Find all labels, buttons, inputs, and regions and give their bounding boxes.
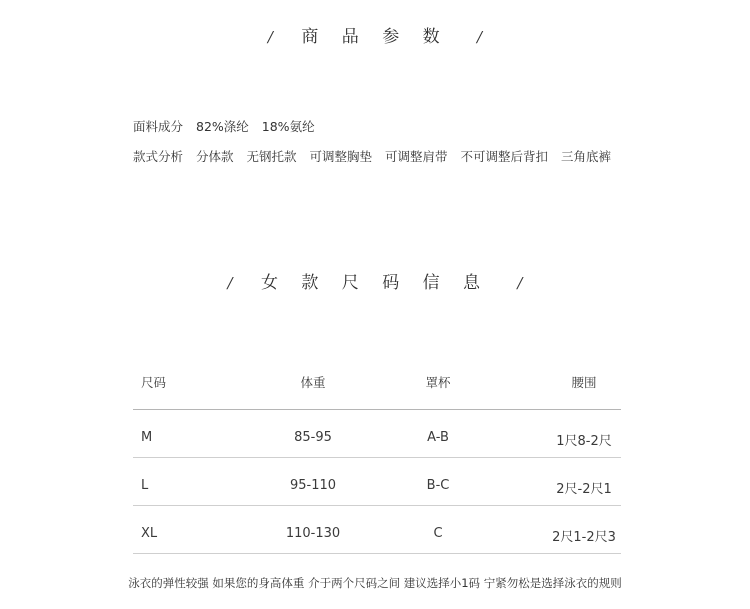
size-table <box>133 364 621 554</box>
cell-waist: 2尺-2尺1 <box>556 482 612 497</box>
section-title-size-info <box>0 268 750 293</box>
table-row <box>133 458 621 506</box>
table-row <box>133 506 621 554</box>
table-divider <box>133 553 621 554</box>
header-weight: 体重 <box>300 375 326 390</box>
cell-weight: 95-110 <box>289 478 337 493</box>
title-left-slash: / <box>267 28 273 46</box>
param-value: 可调整胸垫 <box>309 149 373 164</box>
cell-weight: 110-130 <box>285 526 341 541</box>
cell-weight: 85-95 <box>294 430 332 445</box>
cell-waist: 2尺1-2尺3 <box>552 530 616 545</box>
section-title-text: 女 款 尺 码 信 息 <box>260 273 490 293</box>
param-value: 三角底裤 <box>561 149 612 164</box>
param-label-style: 款式分析 <box>133 149 184 164</box>
cell-cup: C <box>433 526 443 541</box>
param-row-style <box>133 147 620 165</box>
param-value: 18%氨纶 <box>261 119 315 134</box>
param-label-fabric: 面料成分 <box>133 119 184 134</box>
header-waist: 腰围 <box>571 375 597 390</box>
footer-note: 泳衣的弹性较强 如果您的身高体重 介于两个尺码之间 建议选择小1码 宁紧勿松是选择泳衣的规则 <box>128 576 622 590</box>
cell-cup: B-C <box>426 478 450 493</box>
param-value: 可调整肩带 <box>385 149 448 164</box>
param-value: 无钢托款 <box>246 149 297 164</box>
section-title-text: 商 品 参 数 <box>301 27 449 47</box>
cell-size: L <box>141 478 149 493</box>
header-cup: 罩杯 <box>425 375 451 390</box>
cell-size: XL <box>141 526 158 541</box>
cell-waist: 1尺8-2尺 <box>556 434 612 449</box>
param-row-fabric <box>133 117 324 135</box>
param-value: 分体款 <box>196 149 234 164</box>
header-size: 尺码 <box>141 375 167 390</box>
title-left-slash: / <box>227 274 233 292</box>
title-right-slash: / <box>477 28 483 46</box>
param-value: 82%涤纶 <box>196 119 249 134</box>
title-right-slash: / <box>517 274 523 292</box>
cell-size: M <box>141 430 153 445</box>
cell-cup: A-B <box>427 430 449 445</box>
table-row <box>133 410 621 458</box>
param-value: 不可调整后背扣 <box>460 149 549 164</box>
table-header-row <box>133 364 621 410</box>
section-title-product-params <box>0 22 750 47</box>
